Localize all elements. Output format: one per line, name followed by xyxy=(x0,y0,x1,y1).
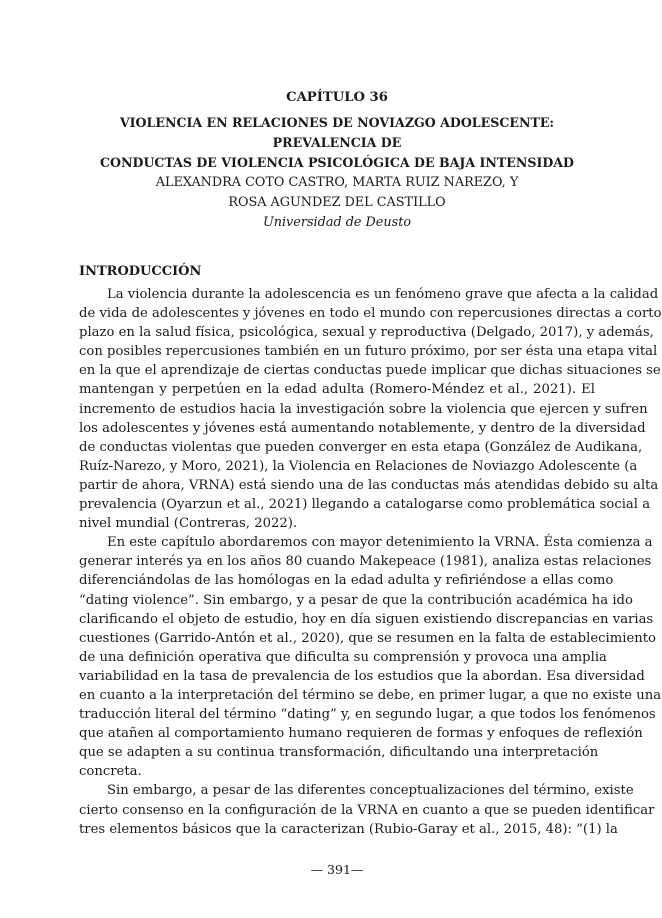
body-text xyxy=(79,285,662,839)
affiliation: Universidad de Deusto xyxy=(262,215,412,230)
chapter-title-line-2: CONDUCTAS DE VIOLENCIA PSICOLÓGICA DE BAJA INTENSIDAD xyxy=(100,155,574,170)
paragraph-line: tres elementos básicos que la caracterizan (Rubio-Garay et al., 2015, 48): “(1) la xyxy=(79,821,618,837)
paragraph-line: en la que el aprendizaje de ciertas conductas puede implicar que dichas situaciones se xyxy=(79,363,661,379)
paragraph-1 xyxy=(79,285,662,533)
paragraph-line: Ruíz-Narezo, y Moro, 2021), la Violencia en Relaciones de Noviazgo Adolescente (a xyxy=(79,458,638,474)
paragraph-line: que atañen al comportamiento humano requieren de formas y enfoques de reflexión xyxy=(79,726,643,742)
paragraph-line: de conductas violentas que pueden converger en esta etapa (González de Audikana, xyxy=(79,439,643,455)
paragraph-line: cierto consenso en la configuración de la VRNA en cuanto a que se pueden identificar xyxy=(79,802,655,818)
paragraph-line: los adolescentes y jóvenes está aumentando notablemente, y dentro de la diversidad xyxy=(79,420,646,436)
paragraph-line: plazo en la salud física, psicológica, sexual y reproductiva (Delgado, 2017), y además, xyxy=(79,325,654,341)
paragraph-line: que se adapten a su continua transformación, dificultando una interpretación xyxy=(79,745,599,761)
page-number: — 391— xyxy=(310,862,364,877)
paragraph-line: clarificando el objeto de estudio, hoy en día siguen existiendo discrepancias en varias xyxy=(79,611,654,627)
book-page xyxy=(79,0,662,918)
paragraph-line: nivel mundial (Contreras, 2022). xyxy=(79,516,298,532)
paragraph-line: de una definición operativa que dificulta su comprensión y provoca una amplia xyxy=(79,649,607,665)
chapter-title xyxy=(79,113,595,173)
paragraph-line: Sin embargo, a pesar de las diferentes conceptualizaciones del término, existe xyxy=(107,783,634,799)
paragraph-line: “dating violence”. Sin embargo, y a pesar de que la contribución académica ha ido xyxy=(79,592,633,608)
paragraph-line: prevalencia (Oyarzun et al., 2021) llegando a catalogarse como problemática social a xyxy=(79,497,651,513)
authors-line-2: ROSA AGUNDEZ DEL CASTILLO xyxy=(228,195,446,210)
paragraph-line: La violencia durante la adolescencia es un fenómeno grave que afecta a la calidad xyxy=(107,287,659,302)
paragraph-2 xyxy=(79,533,662,781)
authors-block xyxy=(79,173,595,233)
paragraph-line: generar interés ya en los años 80 cuando Makepeace (1981), analiza estas relaciones xyxy=(79,554,652,570)
paragraph-line: partir de ahora, VRNA) está siendo una de las conductas más atendidas debido su alta xyxy=(79,477,659,493)
chapter-label: CAPÍTULO 36 xyxy=(286,90,388,105)
section-heading: INTRODUCCIÓN xyxy=(79,264,202,279)
paragraph-line: con posibles repercusiones también en un futuro próximo, por ser ésta una etapa vital xyxy=(79,344,658,360)
authors-line-1: ALEXANDRA COTO CASTRO, MARTA RUIZ NAREZO, Y xyxy=(155,175,519,190)
paragraph-line: variabilidad en la tasa de prevalencia de los estudios que la abordan. Esa diversidad xyxy=(79,668,645,684)
paragraph-3 xyxy=(79,781,655,838)
paragraph-line: en cuanto a la interpretación del término se debe, en primer lugar, a que no existe una xyxy=(79,687,662,703)
paragraph-line: mantengan y perpetúen en la edad adulta (Romero-Méndez et al., 2021). El xyxy=(79,382,595,398)
paragraph-line: En este capítulo abordaremos con mayor detenimiento la VRNA. Ésta comienza a xyxy=(107,535,653,551)
paragraph-line: de vida de adolescentes y jóvenes en todo el mundo con repercusiones directas a corto xyxy=(79,306,662,322)
chapter-title-line-1: VIOLENCIA EN RELACIONES DE NOVIAZGO ADOLESCENTE: PREVALENCIA DE xyxy=(119,115,555,150)
paragraph-line: incremento de estudios hacia la investigación sobre la violencia que ejercen y sufren xyxy=(79,401,648,417)
paragraph-line: diferenciándolas de las homólogas en la edad adulta y refiriéndose a ellas como xyxy=(79,573,614,589)
paragraph-line: traducción literal del término “dating” y, en segundo lugar, a que todos los fenómenos xyxy=(79,707,656,723)
paragraph-line: concreta. xyxy=(79,764,142,780)
paragraph-line: cuestiones (Garrido-Antón et al., 2020), que se resumen en la falta de establecimiento xyxy=(79,630,656,646)
